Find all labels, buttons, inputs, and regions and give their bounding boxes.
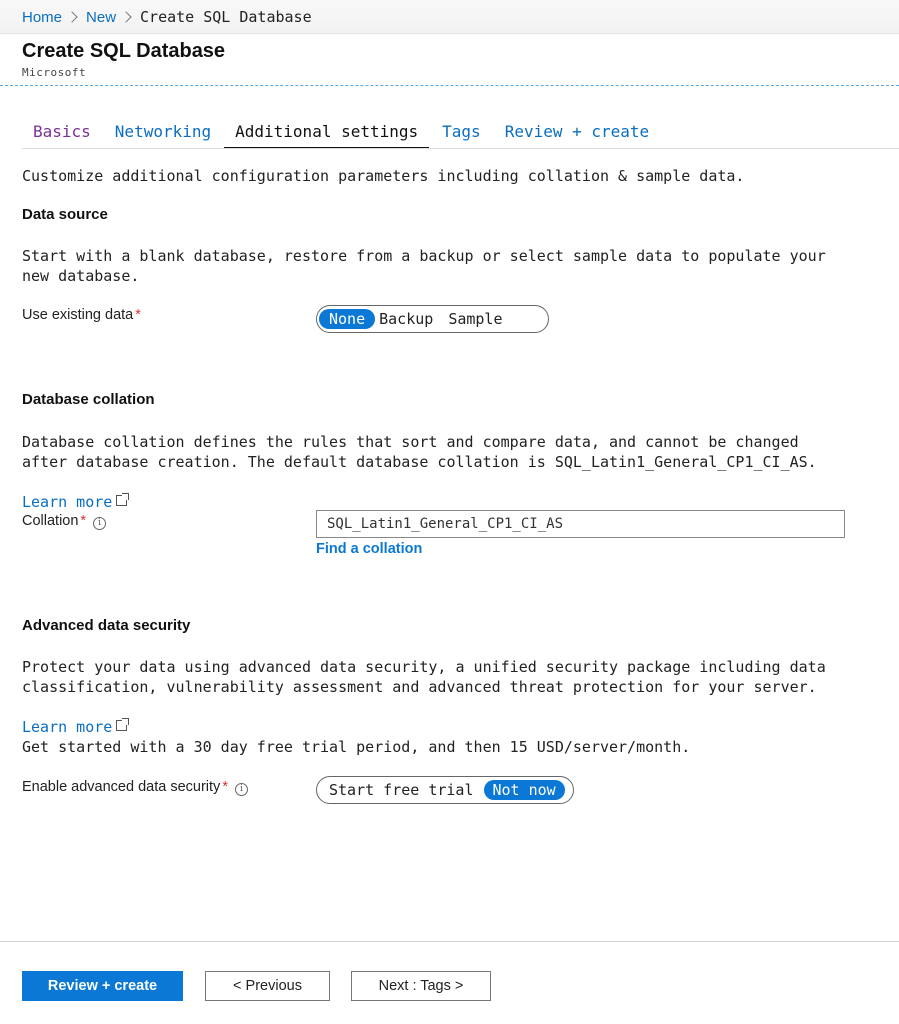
use-existing-data-toggle[interactable] [316,305,549,333]
option-sample[interactable]: Sample [448,310,503,328]
breadcrumb-new-link[interactable]: New [86,9,117,26]
breadcrumb-current: Create SQL Database [140,8,312,26]
next-tags-button[interactable]: Next : Tags > [351,971,491,1001]
collation-learn-more-link[interactable]: Learn more [22,493,113,511]
collation-label-text: Collation [22,513,79,529]
use-existing-data-label [22,307,141,323]
option-start-free-trial[interactable]: Start free trial [329,781,474,799]
info-icon[interactable]: i [93,517,106,530]
tab-additional-settings[interactable]: Additional settings [224,118,429,149]
option-not-now[interactable]: Not now [484,780,565,800]
database-collation-heading: Database collation [22,391,155,408]
tab-tags[interactable]: Tags [442,122,481,141]
collation-learn-more [22,472,127,512]
review-create-button[interactable]: Review + create [22,971,183,1001]
tab-review-create[interactable]: Review + create [504,122,650,141]
use-existing-data-label-text: Use existing data [22,307,134,323]
option-none[interactable]: None [319,309,375,329]
top-bar [0,0,899,34]
advanced-data-security-heading: Advanced data security [22,617,191,634]
previous-button[interactable]: < Previous [205,971,330,1001]
required-mark: * [222,779,228,795]
chevron-right-icon [120,11,131,22]
data-source-heading: Data source [22,206,108,223]
external-link-icon [116,720,127,731]
breadcrumb [22,8,312,26]
chevron-right-icon [66,11,77,22]
tabs-divider [22,148,899,149]
enable-security-toggle[interactable] [316,776,574,804]
enable-security-label [22,779,248,796]
breadcrumb-home-link[interactable]: Home [22,9,63,26]
collation-input[interactable]: SQL_Latin1_General_CP1_CI_AS [316,510,845,538]
info-icon[interactable]: i [235,783,248,796]
page-subtitle: Microsoft [22,66,87,79]
header-divider [0,85,899,86]
data-source-description: Start with a blank database, restore from a backup or select sample data to populate your new database. [22,247,826,285]
find-collation-link[interactable]: Find a collation [316,541,423,557]
intro-text: Customize additional configuration parameters including collation & sample data. [22,167,745,185]
tab-networking[interactable]: Networking [114,122,212,141]
collation-label [22,513,106,530]
page-title: Create SQL Database [22,40,226,62]
footer-divider [0,941,899,942]
security-learn-more [22,697,127,737]
enable-security-label-text: Enable advanced data security [22,779,221,795]
collation-description: Database collation defines the rules that sort and compare data, and cannot be changed after database creation. The default database collation is SQL_Latin1_General_CP1_CI_AS. [22,433,817,471]
external-link-icon [116,495,127,506]
tab-basics[interactable]: Basics [33,122,91,141]
trial-text: Get started with a 30 day free trial period, and then 15 USD/server/month. [22,738,691,756]
security-description: Protect your data using advanced data security, a unified security package including data classification, vulnerability assessment and advanced threat protection for your server. [22,658,826,696]
security-learn-more-link[interactable]: Learn more [22,718,113,736]
required-mark: * [80,513,87,529]
tab-bar [22,118,662,149]
option-backup[interactable]: Backup [379,310,434,328]
required-mark: * [135,307,141,323]
